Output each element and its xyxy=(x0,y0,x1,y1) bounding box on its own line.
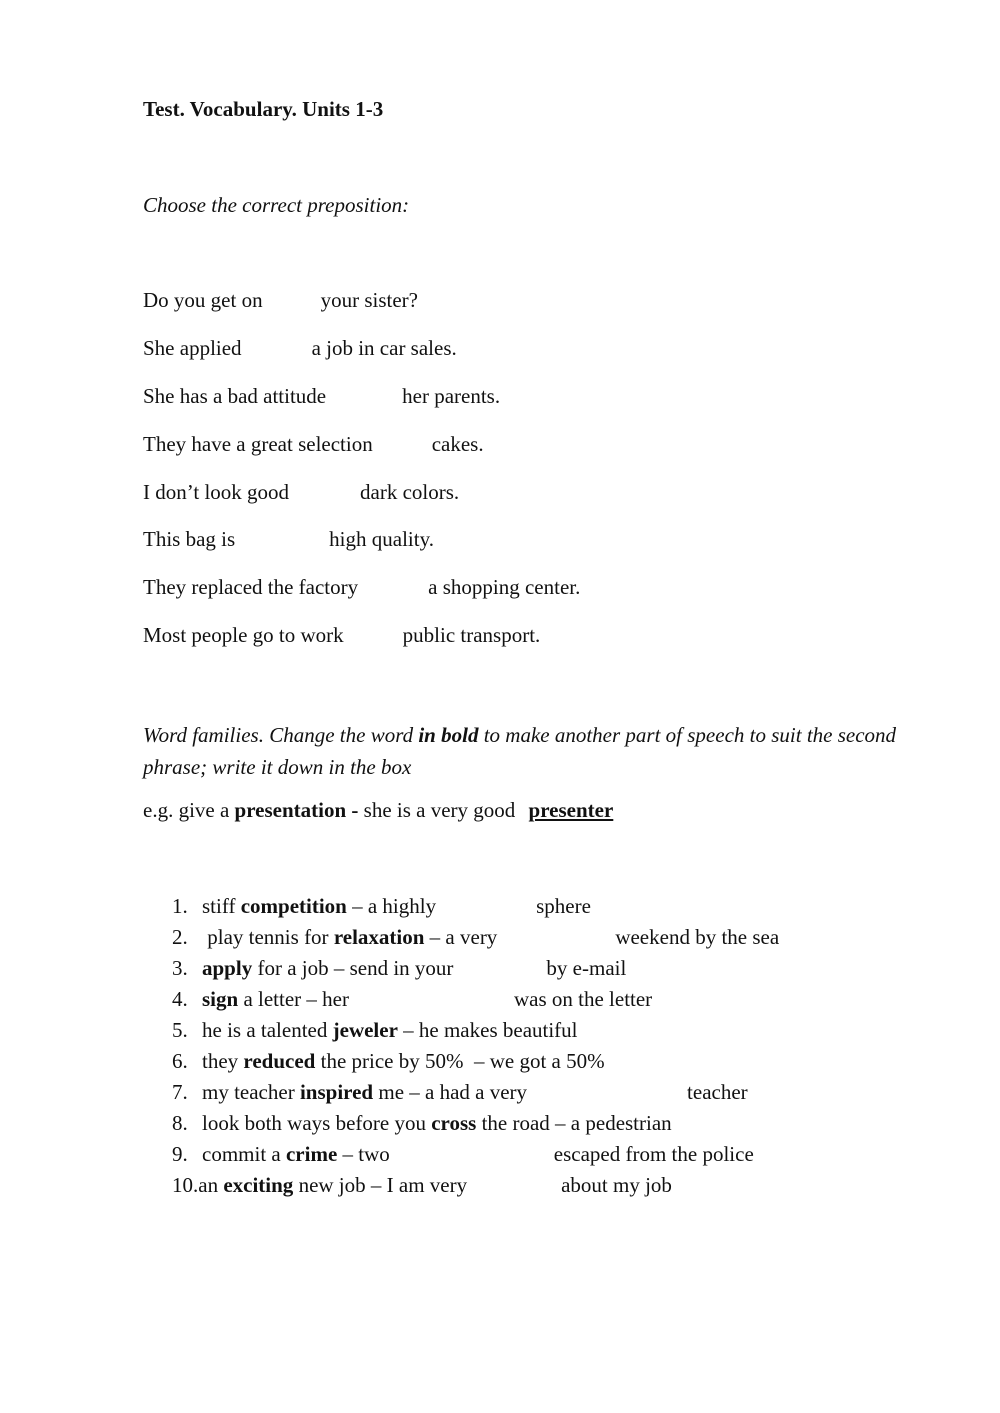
item-text: for a job – send in your xyxy=(252,956,454,980)
instruction-text-2: to make another part of speech to suit the second phrase; write it down in the box xyxy=(143,723,897,779)
preposition-item-2 xyxy=(143,336,457,361)
item-text: – a highly xyxy=(346,894,437,918)
item-text: commit a xyxy=(202,1142,286,1166)
sentence-start: She has a bad attitude xyxy=(143,384,327,408)
sentence-start: Most people go to work xyxy=(143,623,344,647)
item-number: 1. xyxy=(172,894,188,918)
sentence-start: I don’t look good xyxy=(143,480,290,504)
preposition-item-5 xyxy=(143,480,459,505)
sentence-start: She applied xyxy=(143,336,242,360)
sentence-start: They have a great selection xyxy=(143,432,373,456)
item-text: – two xyxy=(337,1142,390,1166)
example-bold-word: presentation - xyxy=(234,798,359,822)
word-family-item-2 xyxy=(172,925,779,950)
item-text-after: by e-mail xyxy=(546,956,627,980)
item-text-after: escaped from the police xyxy=(553,1142,754,1166)
item-number: 9. xyxy=(172,1142,188,1166)
example-answer: presenter xyxy=(528,798,614,822)
item-text: the road – a pedestrian xyxy=(476,1111,672,1135)
item-number: 4. xyxy=(172,987,188,1011)
item-text-after: weekend by the sea xyxy=(615,925,780,949)
preposition-item-6 xyxy=(143,527,434,552)
preposition-item-4 xyxy=(143,432,484,457)
preposition-item-3 xyxy=(143,384,500,409)
item-bold-word: sign xyxy=(202,987,239,1011)
word-family-item-9 xyxy=(172,1142,754,1167)
item-text: – a very xyxy=(424,925,498,949)
item-text: new job – I am very xyxy=(293,1173,468,1197)
sentence-start: This bag is xyxy=(143,527,236,551)
item-text: the price by 50% – we got a 50% xyxy=(315,1049,605,1073)
word-family-item-8 xyxy=(172,1111,672,1136)
preposition-item-8 xyxy=(143,623,540,648)
item-bold-word: relaxation xyxy=(333,925,425,949)
sentence-start: Do you get on xyxy=(143,288,263,312)
item-number: 2. xyxy=(172,925,188,949)
item-text-after: about my job xyxy=(561,1173,672,1197)
example-prefix: e.g. give a xyxy=(143,798,235,822)
item-number: 7. xyxy=(172,1080,188,1104)
item-text: they xyxy=(202,1049,244,1073)
item-text: me – a had a very xyxy=(373,1080,528,1104)
sentence-end: your sister? xyxy=(320,288,418,312)
word-family-item-10 xyxy=(172,1173,672,1198)
sentence-end: her parents. xyxy=(402,384,501,408)
section1-instruction: Choose the correct preposition: xyxy=(143,193,410,217)
sentence-start: They replaced the factory xyxy=(143,575,359,599)
item-text: a letter – her xyxy=(238,987,349,1011)
item-number: 10. xyxy=(172,1173,199,1197)
sentence-end: a job in car sales. xyxy=(311,336,457,360)
sentence-end: a shopping center. xyxy=(428,575,581,599)
item-bold-word: crime xyxy=(285,1142,338,1166)
word-family-item-5 xyxy=(172,1018,578,1043)
example-line xyxy=(143,798,613,823)
example-middle: she is a very good xyxy=(358,798,521,822)
section2-instruction xyxy=(143,719,943,783)
sentence-end: high quality. xyxy=(329,527,434,551)
item-text: my teacher xyxy=(202,1080,300,1104)
item-bold-word: inspired xyxy=(299,1080,374,1104)
item-number: 8. xyxy=(172,1111,188,1135)
item-text: play tennis for xyxy=(202,925,334,949)
item-bold-word: competition xyxy=(240,894,347,918)
word-family-item-3 xyxy=(172,956,626,981)
item-text-after: teacher xyxy=(687,1080,748,1104)
preposition-item-1 xyxy=(143,288,418,313)
item-text: he is a talented xyxy=(202,1018,333,1042)
sentence-end: dark colors. xyxy=(360,480,460,504)
item-bold-word: apply xyxy=(202,956,253,980)
instruction-bold: in bold xyxy=(418,723,479,747)
item-bold-word: exciting xyxy=(223,1173,294,1197)
word-family-item-1 xyxy=(172,894,591,919)
word-family-item-4 xyxy=(172,987,652,1012)
item-bold-word: reduced xyxy=(243,1049,316,1073)
item-number: 6. xyxy=(172,1049,188,1073)
item-bold-word: cross xyxy=(431,1111,477,1135)
item-text: an xyxy=(198,1173,224,1197)
item-text-after: was on the letter xyxy=(513,987,653,1011)
item-number: 3. xyxy=(172,956,188,980)
sentence-end: public transport. xyxy=(402,623,541,647)
word-family-item-6 xyxy=(172,1049,605,1074)
item-text: – he makes beautiful xyxy=(397,1018,578,1042)
sentence-end: cakes. xyxy=(431,432,484,456)
item-bold-word: jeweler xyxy=(332,1018,398,1042)
word-family-item-7 xyxy=(172,1080,748,1105)
item-number: 5. xyxy=(172,1018,188,1042)
page-title: Test. Vocabulary. Units 1-3 xyxy=(143,97,384,121)
instruction-text: Word families. Change the word xyxy=(143,723,419,747)
preposition-item-7 xyxy=(143,575,580,600)
item-text-after: sphere xyxy=(536,894,591,918)
item-text: look both ways before you xyxy=(202,1111,432,1135)
item-text: stiff xyxy=(202,894,241,918)
